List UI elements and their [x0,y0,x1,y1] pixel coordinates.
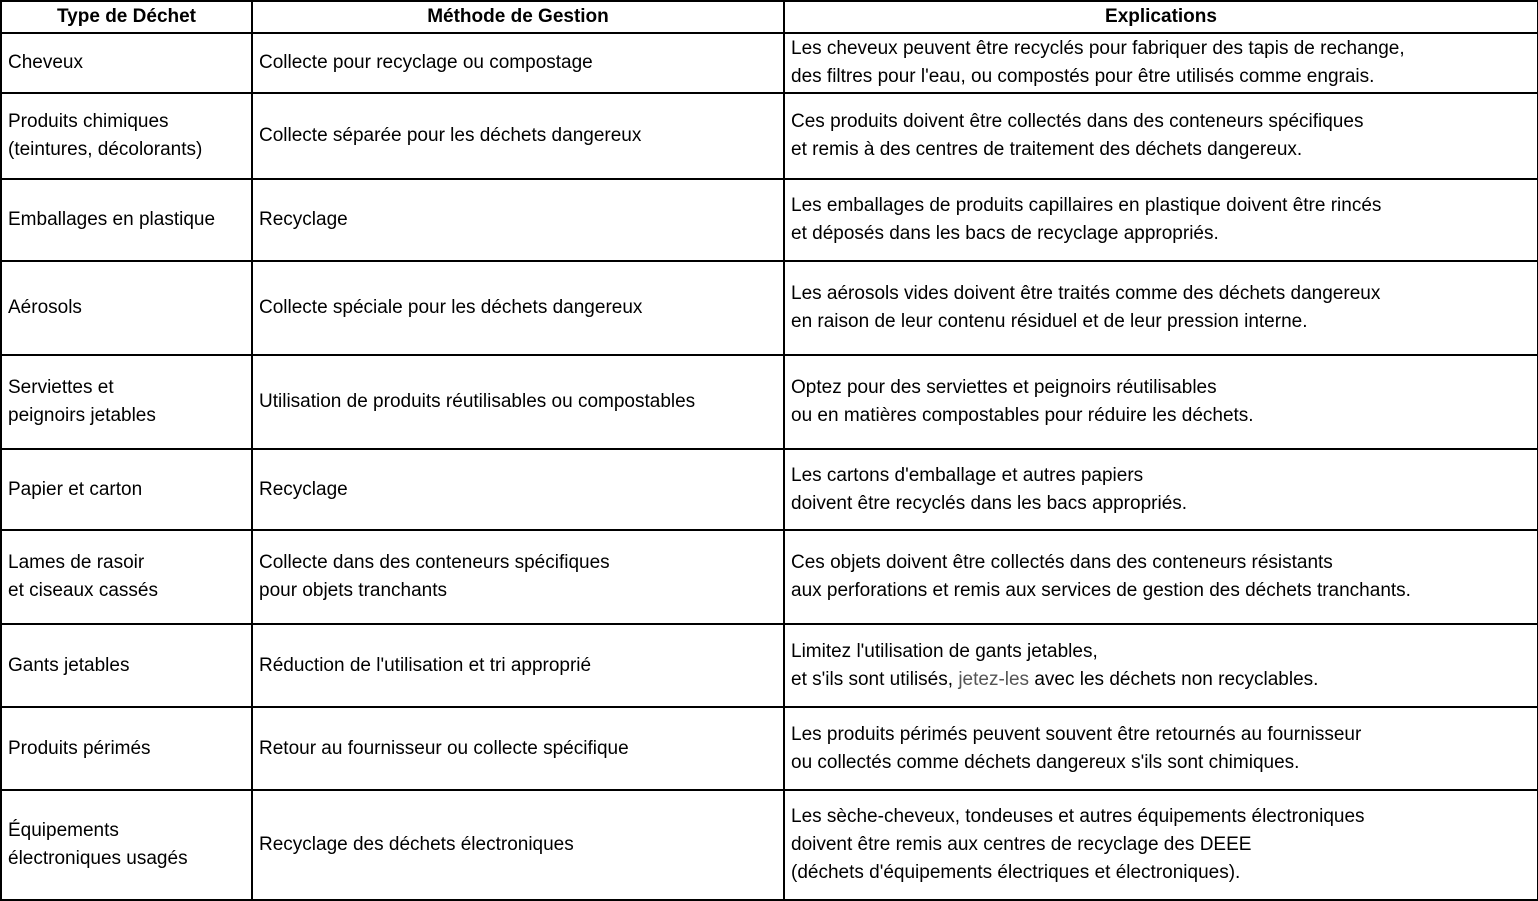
header-explanation: Explications [784,1,1538,33]
explanation-text-after: avec les déchets non recyclables. [1029,668,1319,690]
table-row [1,530,1538,624]
cell-method: Retour au fournisseur ou collecte spécifique [252,707,784,790]
cell-type: Produits périmés [1,707,252,790]
cell-type: Aérosols [1,261,252,355]
header-row [1,1,1538,33]
cell-method: Collecte pour recyclage ou compostage [252,33,784,93]
table-row [1,179,1538,261]
table-row [1,355,1538,449]
cell-explanation: Les emballages de produits capillaires en plastique doivent être rincés et déposés dans les bacs de recyclage appropriés. [784,179,1538,261]
table-row [1,624,1538,707]
cell-type: Cheveux [1,33,252,93]
cell-type: Équipements électroniques usagés [1,790,252,900]
cell-explanation: Les produits périmés peuvent souvent être retournés au fournisseur ou collectés comme déchets dangereux s'ils sont chimiques. [784,707,1538,790]
cell-explanation: Les aérosols vides doivent être traités comme des déchets dangereux en raison de leur contenu résiduel et de leur pression interne. [784,261,1538,355]
table-row [1,93,1538,179]
cell-method: Collecte dans des conteneurs spécifiques pour objets tranchants [252,530,784,624]
cell-method: Recyclage des déchets électroniques [252,790,784,900]
cell-explanation: Ces objets doivent être collectés dans des conteneurs résistants aux perforations et remis aux services de gestion des déchets tranchants. [784,530,1538,624]
cell-method: Recyclage [252,449,784,530]
header-method: Méthode de Gestion [252,1,784,33]
cell-type: Serviettes et peignoirs jetables [1,355,252,449]
cell-method: Réduction de l'utilisation et tri approprié [252,624,784,707]
table-row [1,790,1538,900]
cell-method: Collecte spéciale pour les déchets dangereux [252,261,784,355]
cell-type: Lames de rasoir et ciseaux cassés [1,530,252,624]
table-row [1,33,1538,93]
table-row [1,261,1538,355]
cell-type: Gants jetables [1,624,252,707]
cell-method: Utilisation de produits réutilisables ou compostables [252,355,784,449]
explanation-text-before: Limitez l'utilisation de gants jetables, et s'ils sont utilisés, [791,640,1098,690]
cell-explanation: Optez pour des serviettes et peignoirs réutilisables ou en matières compostables pour réduire les déchets. [784,355,1538,449]
cell-type: Papier et carton [1,449,252,530]
table-row [1,449,1538,530]
jetez-les-link[interactable]: jetez-les [958,668,1030,690]
cell-method: Collecte séparée pour les déchets dangereux [252,93,784,179]
table-row [1,707,1538,790]
cell-explanation: Ces produits doivent être collectés dans des conteneurs spécifiques et remis à des centres de traitement des déchets dangereux. [784,93,1538,179]
cell-explanation [784,624,1538,707]
cell-type: Emballages en plastique [1,179,252,261]
cell-explanation: Les cartons d'emballage et autres papiers doivent être recyclés dans les bacs appropriés. [784,449,1538,530]
cell-method: Recyclage [252,179,784,261]
cell-explanation: Les sèche-cheveux, tondeuses et autres équipements électroniques doivent être remis aux centres de recyclage des DEEE (déchets d'équipements électriques et électroniques). [784,790,1538,900]
header-type: Type de Déchet [1,1,252,33]
cell-type: Produits chimiques (teintures, décolorants) [1,93,252,179]
cell-explanation: Les cheveux peuvent être recyclés pour fabriquer des tapis de rechange, des filtres pour l'eau, ou compostés pour être utilisés comme engrais. [784,33,1538,93]
